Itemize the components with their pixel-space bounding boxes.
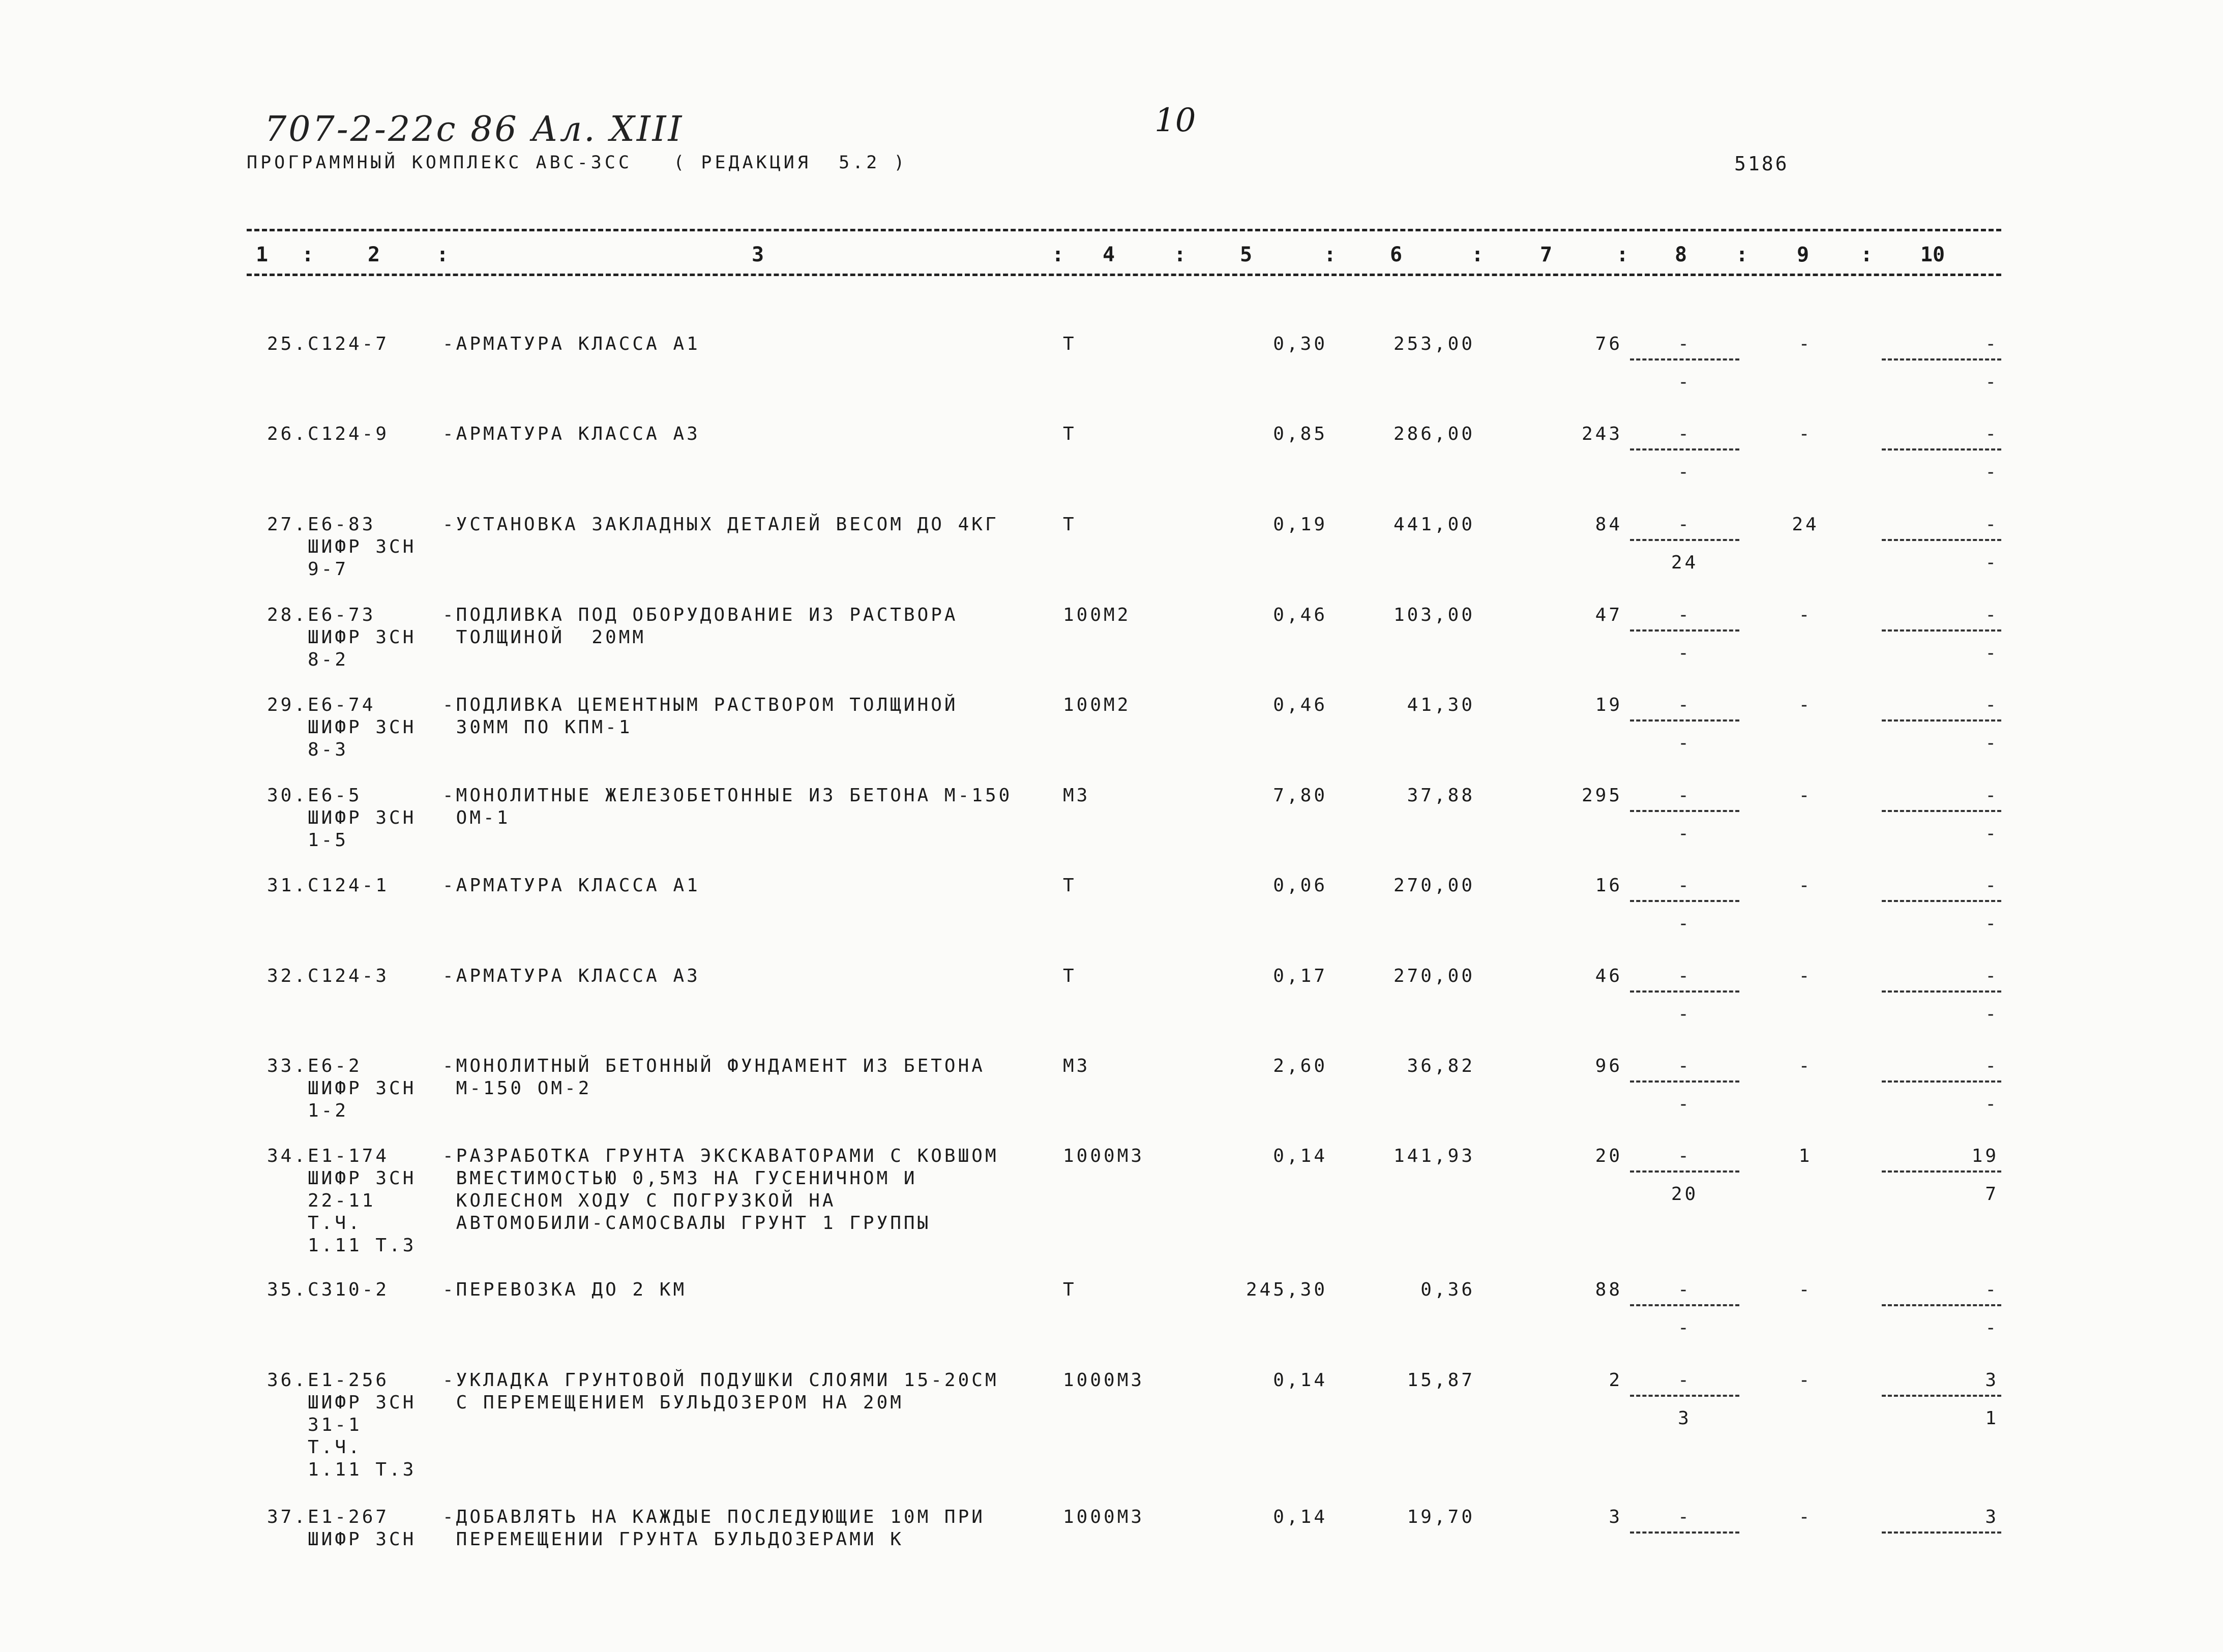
row-code-line: ШИФР 3СН <box>308 1529 417 1550</box>
row-col9: - <box>1798 875 1813 896</box>
row-col10-top: - <box>1985 695 1999 715</box>
fraction-rule <box>1630 990 1739 993</box>
column-header: 7 <box>1539 243 1553 266</box>
row-unit-price: 286,00 <box>1393 424 1475 444</box>
row-col10-top: - <box>1985 334 1999 354</box>
row-description-line: ВМЕСТИМОСТЬЮ 0,5М3 НА ГУСЕНИЧНОМ И <box>442 1168 917 1189</box>
fraction-rule <box>1882 1395 2001 1397</box>
row-col10-bottom: - <box>1985 733 1999 754</box>
row-col10-top: 19 <box>1971 1146 1999 1166</box>
row-col10-bottom: - <box>1985 643 1999 664</box>
row-quantity: 0,14 <box>1273 1507 1327 1527</box>
row-quantity: 0,30 <box>1273 334 1327 354</box>
row-quantity: 245,30 <box>1246 1279 1327 1300</box>
row-total: 20 <box>1595 1146 1622 1166</box>
row-description-line: -МОНОЛИТНЫЙ БЕТОННЫЙ ФУНДАМЕНТ ИЗ БЕТОНА <box>442 1056 985 1076</box>
row-col8-top: - <box>1678 1056 1692 1076</box>
row-col8-top: - <box>1678 695 1692 715</box>
row-unit: 100М2 <box>1063 605 1131 625</box>
row-col9: - <box>1798 785 1813 806</box>
column-header: 2 <box>367 243 380 266</box>
row-unit: Т <box>1063 966 1077 986</box>
row-quantity: 2,60 <box>1273 1056 1327 1076</box>
fraction-rule <box>1630 810 1739 812</box>
fraction-rule <box>1630 900 1739 902</box>
row-col8-bottom: - <box>1678 733 1692 754</box>
row-col8-top: - <box>1678 514 1692 535</box>
row-description-line: АВТОМОБИЛИ-САМОСВАЛЫ ГРУНТ 1 ГРУППЫ <box>442 1213 931 1234</box>
row-col10-top: - <box>1985 1056 1999 1076</box>
row-total: 88 <box>1595 1279 1622 1300</box>
row-code-line: 31-1 <box>308 1415 362 1435</box>
row-col9: - <box>1798 1507 1813 1527</box>
row-quantity: 0,06 <box>1273 875 1327 896</box>
row-col10-top: - <box>1985 424 1999 444</box>
row-total: 243 <box>1581 424 1622 444</box>
row-description-line: -ПОДЛИВКА ЦЕМЕНТНЫМ РАСТВОРОМ ТОЛЩИНОЙ <box>442 695 958 715</box>
row-description-line: -РАЗРАБОТКА ГРУНТА ЭКСКАВАТОРАМИ С КОВШОМ <box>442 1146 999 1166</box>
row-unit: 100М2 <box>1063 695 1131 715</box>
fraction-rule <box>1882 1170 2001 1173</box>
row-code-line: ШИФР 3СН <box>308 1392 417 1413</box>
row-code-line: ШИФР 3СН <box>308 717 417 738</box>
row-col8-top: - <box>1678 605 1692 625</box>
row-total: 295 <box>1581 785 1622 806</box>
row-code-line: 22-11 <box>308 1190 376 1211</box>
fraction-rule <box>1630 358 1739 361</box>
row-total: 47 <box>1595 605 1622 625</box>
row-col10-bottom: - <box>1985 1094 1999 1115</box>
row-code-line: ШИФР 3СН <box>308 1078 417 1099</box>
row-col9: - <box>1798 1370 1813 1391</box>
row-col8-bottom: 3 <box>1678 1408 1692 1429</box>
column-separator: : <box>1173 243 1187 266</box>
fraction-rule <box>1882 1304 2001 1306</box>
row-code-line: 30.Е6-5 <box>267 785 362 806</box>
fraction-rule <box>1630 448 1739 450</box>
fraction-rule <box>1630 1395 1739 1397</box>
row-col8-bottom: - <box>1678 462 1692 483</box>
row-col8-bottom: - <box>1678 643 1692 664</box>
row-description-line: -УКЛАДКА ГРУНТОВОЙ ПОДУШКИ СЛОЯМИ 15-20СМ <box>442 1370 999 1391</box>
column-separator: : <box>1860 243 1873 266</box>
fraction-rule <box>1882 810 2001 812</box>
row-code-line: ШИФР 3СН <box>308 536 417 557</box>
fraction-rule <box>1882 358 2001 361</box>
row-col10-bottom: - <box>1985 1317 1999 1338</box>
fraction-rule <box>1882 539 2001 541</box>
row-unit: Т <box>1063 424 1077 444</box>
row-col10-top: - <box>1985 514 1999 535</box>
row-col10-top: - <box>1985 1279 1999 1300</box>
row-unit-price: 103,00 <box>1393 605 1475 625</box>
column-header: 9 <box>1796 243 1810 266</box>
row-col9: - <box>1798 334 1813 354</box>
column-separator: : <box>1616 243 1629 266</box>
column-separator: : <box>301 243 314 266</box>
row-quantity: 0,14 <box>1273 1146 1327 1166</box>
fraction-rule <box>1630 539 1739 541</box>
row-description-line: ОМ-1 <box>442 807 511 828</box>
row-description-line: -МОНОЛИТНЫЕ ЖЕЛЕЗОБЕТОННЫЕ ИЗ БЕТОНА М-150 <box>442 785 1013 806</box>
row-quantity: 0,17 <box>1273 966 1327 986</box>
row-code-line: 9-7 <box>308 559 349 580</box>
row-col8-top: - <box>1678 1279 1692 1300</box>
program-header: ПРОГРАММНЫЙ КОМПЛЕКС АВС-3СС ( РЕДАКЦИЯ 5.2 ) <box>247 153 908 173</box>
fraction-rule <box>1630 629 1739 632</box>
handwritten-document-id: 707-2-22с 86 Ал. XIII <box>264 109 684 149</box>
row-code-line: 35.С310-2 <box>267 1279 390 1300</box>
header-rule-top <box>247 229 2001 231</box>
row-col9: - <box>1798 424 1813 444</box>
row-code-line: 31.С124-1 <box>267 875 390 896</box>
column-separator: : <box>436 243 449 266</box>
column-separator: : <box>1051 243 1064 266</box>
row-col10-top: - <box>1985 605 1999 625</box>
row-col9: - <box>1798 605 1813 625</box>
row-code-line: 33.Е6-2 <box>267 1056 362 1076</box>
row-col8-top: - <box>1678 1507 1692 1527</box>
page-number: 10 <box>1154 102 1196 139</box>
row-code-line: 8-2 <box>308 649 349 670</box>
row-description-line: 30ММ ПО КПМ-1 <box>442 717 633 738</box>
fraction-rule <box>1630 1080 1739 1083</box>
row-quantity: 7,80 <box>1273 785 1327 806</box>
row-col8-top: - <box>1678 424 1692 444</box>
column-header: 6 <box>1389 243 1403 266</box>
row-description-line: С ПЕРЕМЕЩЕНИЕМ БУЛЬДОЗЕРОМ НА 20М <box>442 1392 904 1413</box>
fraction-rule <box>1630 719 1739 722</box>
row-quantity: 0,46 <box>1273 695 1327 715</box>
fraction-rule <box>1630 1304 1739 1306</box>
row-unit: Т <box>1063 875 1077 896</box>
row-col8-bottom: 24 <box>1671 552 1699 573</box>
row-description-line: -АРМАТУРА КЛАССА А3 <box>442 966 700 986</box>
row-total: 2 <box>1609 1370 1622 1391</box>
column-header: 3 <box>751 243 764 266</box>
fraction-rule <box>1882 448 2001 450</box>
row-description-line: КОЛЕСНОМ ХОДУ С ПОГРУЗКОЙ НА <box>442 1190 836 1211</box>
row-col9: - <box>1798 1056 1813 1076</box>
row-unit: Т <box>1063 334 1077 354</box>
row-col8-bottom: - <box>1678 1317 1692 1338</box>
row-unit: М3 <box>1063 785 1090 806</box>
row-code-line: 37.Е1-267 <box>267 1507 390 1527</box>
row-col8-bottom: 20 <box>1671 1184 1699 1205</box>
fraction-rule <box>1882 900 2001 902</box>
row-col9: 24 <box>1792 514 1819 535</box>
row-total: 19 <box>1595 695 1622 715</box>
row-description-line: -АРМАТУРА КЛАССА А1 <box>442 875 700 896</box>
document-code: 5186 <box>1734 153 1789 175</box>
row-col10-bottom: - <box>1985 462 1999 483</box>
row-col10-bottom: - <box>1985 552 1999 573</box>
fraction-rule <box>1882 1531 2001 1534</box>
row-description-line: -ПОДЛИВКА ПОД ОБОРУДОВАНИЕ ИЗ РАСТВОРА <box>442 605 958 625</box>
row-code-line: ШИФР 3СН <box>308 1168 417 1189</box>
row-col10-bottom: 1 <box>1985 1408 1999 1429</box>
row-unit-price: 36,82 <box>1407 1056 1475 1076</box>
row-description-line: М-150 ОМ-2 <box>442 1078 592 1099</box>
row-code-line: 34.Е1-174 <box>267 1146 390 1166</box>
row-unit-price: 270,00 <box>1393 875 1475 896</box>
fraction-rule <box>1882 990 2001 993</box>
column-separator: : <box>1323 243 1337 266</box>
row-unit-price: 37,88 <box>1407 785 1475 806</box>
row-code-line: 8-3 <box>308 739 349 760</box>
row-code-line: 32.С124-3 <box>267 966 390 986</box>
row-col8-bottom: - <box>1678 1094 1692 1115</box>
row-unit-price: 253,00 <box>1393 334 1475 354</box>
row-description-line: ТОЛЩИНОЙ 20ММ <box>442 627 646 648</box>
fraction-rule <box>1630 1531 1739 1534</box>
row-col8-top: - <box>1678 334 1692 354</box>
row-col8-top: - <box>1678 966 1692 986</box>
row-col8-bottom: - <box>1678 823 1692 844</box>
row-col10-top: - <box>1985 785 1999 806</box>
column-header: 4 <box>1102 243 1115 266</box>
row-description-line: ПЕРЕМЕЩЕНИИ ГРУНТА БУЛЬДОЗЕРАМИ К <box>442 1529 904 1550</box>
row-unit: 1000М3 <box>1063 1146 1145 1166</box>
row-description-line: -АРМАТУРА КЛАССА А3 <box>442 424 700 444</box>
row-col8-top: - <box>1678 1370 1692 1391</box>
fraction-rule <box>1630 1170 1739 1173</box>
row-unit: Т <box>1063 1279 1077 1300</box>
row-col8-top: - <box>1678 1146 1692 1166</box>
row-total: 3 <box>1609 1507 1622 1527</box>
row-col10-bottom: - <box>1985 913 1999 934</box>
row-unit-price: 141,93 <box>1393 1146 1475 1166</box>
row-code-line: Т.Ч. <box>308 1437 362 1458</box>
row-code-line: 36.Е1-256 <box>267 1370 390 1391</box>
row-description-line: -ПЕРЕВОЗКА ДО 2 КМ <box>442 1279 687 1300</box>
row-col8-top: - <box>1678 785 1692 806</box>
row-total: 46 <box>1595 966 1622 986</box>
row-col8-bottom: - <box>1678 372 1692 393</box>
row-code-line: 1-5 <box>308 830 349 851</box>
row-code-line: 1.11 Т.3 <box>308 1235 417 1256</box>
row-unit-price: 15,87 <box>1407 1370 1475 1391</box>
row-col8-top: - <box>1678 875 1692 896</box>
row-code-line: 1.11 Т.3 <box>308 1459 417 1480</box>
row-unit: 1000М3 <box>1063 1507 1145 1527</box>
row-unit: М3 <box>1063 1056 1090 1076</box>
row-quantity: 0,46 <box>1273 605 1327 625</box>
row-code-line: ШИФР 3СН <box>308 627 417 648</box>
row-col8-bottom: - <box>1678 1004 1692 1025</box>
row-code-line: 29.Е6-74 <box>267 695 376 715</box>
row-col9: - <box>1798 966 1813 986</box>
column-separator: : <box>1735 243 1748 266</box>
row-total: 76 <box>1595 334 1622 354</box>
row-quantity: 0,14 <box>1273 1370 1327 1391</box>
row-col10-top: - <box>1985 966 1999 986</box>
row-col9: - <box>1798 1279 1813 1300</box>
row-unit-price: 0,36 <box>1420 1279 1475 1300</box>
row-col10-top: 3 <box>1985 1370 1999 1391</box>
column-header: 8 <box>1674 243 1687 266</box>
column-header: 10 <box>1920 243 1945 266</box>
column-separator: : <box>1471 243 1484 266</box>
row-description-line: -УСТАНОВКА ЗАКЛАДНЫХ ДЕТАЛЕЙ ВЕСОМ ДО 4КГ <box>442 514 999 535</box>
row-col10-bottom: - <box>1985 823 1999 844</box>
fraction-rule <box>1882 1080 2001 1083</box>
row-col8-bottom: - <box>1678 913 1692 934</box>
fraction-rule <box>1882 719 2001 722</box>
row-unit-price: 270,00 <box>1393 966 1475 986</box>
row-code-line: ШИФР 3СН <box>308 807 417 828</box>
row-description-line: -АРМАТУРА КЛАССА А1 <box>442 334 700 354</box>
row-code-line: 27.Е6-83 <box>267 514 376 535</box>
row-unit-price: 41,30 <box>1407 695 1475 715</box>
row-code-line: 26.С124-9 <box>267 424 390 444</box>
row-col10-top: 3 <box>1985 1507 1999 1527</box>
row-code-line: 1-2 <box>308 1100 349 1121</box>
row-col10-bottom: 7 <box>1985 1184 1999 1205</box>
row-col10-bottom: - <box>1985 372 1999 393</box>
row-quantity: 0,85 <box>1273 424 1327 444</box>
row-unit-price: 441,00 <box>1393 514 1475 535</box>
row-unit-price: 19,70 <box>1407 1507 1475 1527</box>
column-header: 5 <box>1239 243 1253 266</box>
row-total: 16 <box>1595 875 1622 896</box>
row-quantity: 0,19 <box>1273 514 1327 535</box>
row-col9: 1 <box>1798 1146 1813 1166</box>
row-code-line: Т.Ч. <box>308 1213 362 1234</box>
row-unit: 1000М3 <box>1063 1370 1145 1391</box>
row-total: 84 <box>1595 514 1622 535</box>
column-header: 1 <box>255 243 269 266</box>
fraction-rule <box>1882 629 2001 632</box>
row-unit: Т <box>1063 514 1077 535</box>
row-total: 96 <box>1595 1056 1622 1076</box>
row-col9: - <box>1798 695 1813 715</box>
row-col10-top: - <box>1985 875 1999 896</box>
row-col10-bottom: - <box>1985 1004 1999 1025</box>
header-rule-bottom <box>247 274 2001 276</box>
row-description-line: -ДОБАВЛЯТЬ НА КАЖДЫЕ ПОСЛЕДУЮЩИЕ 10М ПРИ <box>442 1507 985 1527</box>
row-code-line: 25.С124-7 <box>267 334 390 354</box>
row-code-line: 28.Е6-73 <box>267 605 376 625</box>
